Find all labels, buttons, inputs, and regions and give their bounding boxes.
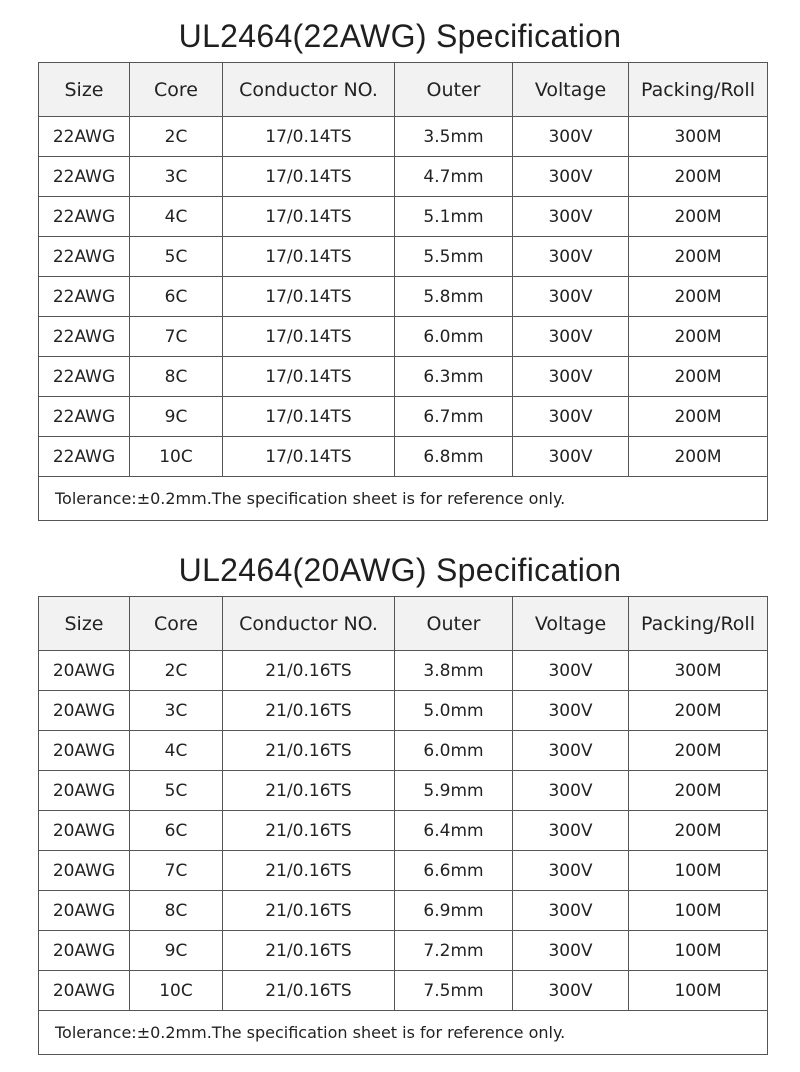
cell-core: 9C — [130, 931, 223, 971]
header-conductor-no: Conductor NO. — [223, 63, 395, 117]
header-core: Core — [130, 597, 223, 651]
cell-voltage: 300V — [513, 811, 629, 851]
cell-conductor-no: 21/0.16TS — [223, 851, 395, 891]
cell-core: 10C — [130, 971, 223, 1011]
cell-voltage: 300V — [513, 771, 629, 811]
table-row — [39, 397, 768, 437]
cell-voltage: 300V — [513, 357, 629, 397]
cell-outer: 5.9mm — [395, 771, 513, 811]
cell-packing-roll: 300M — [629, 651, 768, 691]
cell-size: 20AWG — [39, 771, 130, 811]
cell-size: 22AWG — [39, 197, 130, 237]
cell-voltage: 300V — [513, 277, 629, 317]
cell-voltage: 300V — [513, 117, 629, 157]
section-title: UL2464(20AWG) Specification — [178, 552, 622, 588]
cell-voltage: 300V — [513, 651, 629, 691]
table-row — [39, 931, 768, 971]
header-outer: Outer — [395, 63, 513, 117]
cell-conductor-no: 21/0.16TS — [223, 971, 395, 1011]
cell-conductor-no: 21/0.16TS — [223, 811, 395, 851]
cell-core: 2C — [130, 117, 223, 157]
cell-voltage: 300V — [513, 931, 629, 971]
cell-size: 20AWG — [39, 691, 130, 731]
cell-outer: 5.1mm — [395, 197, 513, 237]
cell-core: 10C — [130, 437, 223, 477]
cell-outer: 5.5mm — [395, 237, 513, 277]
header-voltage: Voltage — [513, 63, 629, 117]
cell-size: 20AWG — [39, 731, 130, 771]
cell-conductor-no: 17/0.14TS — [223, 197, 395, 237]
cell-size: 22AWG — [39, 237, 130, 277]
header-voltage: Voltage — [513, 597, 629, 651]
cell-outer: 5.8mm — [395, 277, 513, 317]
cell-outer: 4.7mm — [395, 157, 513, 197]
note-row — [39, 477, 768, 521]
cell-core: 5C — [130, 771, 223, 811]
cell-core: 8C — [130, 357, 223, 397]
spec-table — [38, 596, 768, 1055]
table-row — [39, 691, 768, 731]
cell-conductor-no: 17/0.14TS — [223, 157, 395, 197]
table-row — [39, 811, 768, 851]
cell-conductor-no: 17/0.14TS — [223, 317, 395, 357]
cell-size: 22AWG — [39, 317, 130, 357]
cell-packing-roll: 200M — [629, 237, 768, 277]
table-row — [39, 277, 768, 317]
cell-outer: 5.0mm — [395, 691, 513, 731]
cell-conductor-no: 21/0.16TS — [223, 651, 395, 691]
cell-conductor-no: 17/0.14TS — [223, 357, 395, 397]
cell-voltage: 300V — [513, 197, 629, 237]
table-row — [39, 891, 768, 931]
cell-core: 3C — [130, 157, 223, 197]
tolerance-note: Tolerance:±0.2mm.The specification sheet is for reference only. — [39, 1011, 768, 1055]
cell-packing-roll: 200M — [629, 277, 768, 317]
cell-size: 20AWG — [39, 931, 130, 971]
cell-packing-roll: 200M — [629, 691, 768, 731]
cell-outer: 6.3mm — [395, 357, 513, 397]
cell-voltage: 300V — [513, 731, 629, 771]
cell-voltage: 300V — [513, 891, 629, 931]
cell-outer: 6.7mm — [395, 397, 513, 437]
cell-conductor-no: 17/0.14TS — [223, 237, 395, 277]
table-row — [39, 357, 768, 397]
cell-core: 3C — [130, 691, 223, 731]
table-row — [39, 651, 768, 691]
cell-size: 22AWG — [39, 157, 130, 197]
cell-packing-roll: 200M — [629, 771, 768, 811]
cell-packing-roll: 100M — [629, 851, 768, 891]
cell-conductor-no: 21/0.16TS — [223, 891, 395, 931]
cell-packing-roll: 200M — [629, 437, 768, 477]
cell-size: 22AWG — [39, 277, 130, 317]
table-row — [39, 437, 768, 477]
cell-outer: 6.0mm — [395, 731, 513, 771]
tolerance-note: Tolerance:±0.2mm.The specification sheet is for reference only. — [39, 477, 768, 521]
cell-outer: 6.0mm — [395, 317, 513, 357]
cell-size: 22AWG — [39, 117, 130, 157]
cell-size: 20AWG — [39, 891, 130, 931]
cell-voltage: 300V — [513, 317, 629, 357]
cell-packing-roll: 200M — [629, 197, 768, 237]
cell-size: 22AWG — [39, 397, 130, 437]
cell-voltage: 300V — [513, 397, 629, 437]
table-row — [39, 771, 768, 811]
cell-core: 4C — [130, 731, 223, 771]
cell-packing-roll: 200M — [629, 317, 768, 357]
cell-outer: 7.2mm — [395, 931, 513, 971]
cell-outer: 3.5mm — [395, 117, 513, 157]
cell-voltage: 300V — [513, 157, 629, 197]
cell-packing-roll: 300M — [629, 117, 768, 157]
cell-conductor-no: 17/0.14TS — [223, 117, 395, 157]
cell-voltage: 300V — [513, 851, 629, 891]
cell-outer: 6.8mm — [395, 437, 513, 477]
cell-packing-roll: 100M — [629, 891, 768, 931]
cell-size: 20AWG — [39, 971, 130, 1011]
cell-size: 20AWG — [39, 851, 130, 891]
table-row — [39, 157, 768, 197]
cell-voltage: 300V — [513, 691, 629, 731]
table-row — [39, 197, 768, 237]
spec-table — [38, 62, 768, 521]
table-header-row — [39, 63, 768, 117]
cell-conductor-no: 21/0.16TS — [223, 771, 395, 811]
cell-conductor-no: 21/0.16TS — [223, 931, 395, 971]
cell-core: 7C — [130, 851, 223, 891]
header-core: Core — [130, 63, 223, 117]
note-row — [39, 1011, 768, 1055]
cell-outer: 6.9mm — [395, 891, 513, 931]
cell-core: 8C — [130, 891, 223, 931]
header-packing-roll: Packing/Roll — [629, 597, 768, 651]
cell-core: 4C — [130, 197, 223, 237]
cell-outer: 6.6mm — [395, 851, 513, 891]
cell-voltage: 300V — [513, 237, 629, 277]
cell-packing-roll: 200M — [629, 397, 768, 437]
cell-outer: 7.5mm — [395, 971, 513, 1011]
cell-conductor-no: 17/0.14TS — [223, 397, 395, 437]
cell-outer: 6.4mm — [395, 811, 513, 851]
cell-core: 9C — [130, 397, 223, 437]
cell-size: 20AWG — [39, 651, 130, 691]
cell-voltage: 300V — [513, 437, 629, 477]
cell-core: 6C — [130, 811, 223, 851]
cell-packing-roll: 100M — [629, 971, 768, 1011]
cell-conductor-no: 21/0.16TS — [223, 731, 395, 771]
header-packing-roll: Packing/Roll — [629, 63, 768, 117]
header-outer: Outer — [395, 597, 513, 651]
table-row — [39, 117, 768, 157]
table-header-row — [39, 597, 768, 651]
cell-core: 6C — [130, 277, 223, 317]
table-row — [39, 971, 768, 1011]
cell-core: 2C — [130, 651, 223, 691]
cell-packing-roll: 100M — [629, 931, 768, 971]
table-row — [39, 731, 768, 771]
cell-size: 20AWG — [39, 811, 130, 851]
header-conductor-no: Conductor NO. — [223, 597, 395, 651]
cell-conductor-no: 17/0.14TS — [223, 277, 395, 317]
header-size: Size — [39, 597, 130, 651]
cell-packing-roll: 200M — [629, 811, 768, 851]
cell-conductor-no: 17/0.14TS — [223, 437, 395, 477]
section-title: UL2464(22AWG) Specification — [178, 18, 622, 54]
cell-outer: 3.8mm — [395, 651, 513, 691]
cell-size: 22AWG — [39, 437, 130, 477]
cell-packing-roll: 200M — [629, 731, 768, 771]
cell-core: 7C — [130, 317, 223, 357]
cell-conductor-no: 21/0.16TS — [223, 691, 395, 731]
cell-packing-roll: 200M — [629, 357, 768, 397]
cell-packing-roll: 200M — [629, 157, 768, 197]
header-size: Size — [39, 63, 130, 117]
cell-voltage: 300V — [513, 971, 629, 1011]
table-row — [39, 237, 768, 277]
cell-core: 5C — [130, 237, 223, 277]
cell-size: 22AWG — [39, 357, 130, 397]
table-row — [39, 851, 768, 891]
table-row — [39, 317, 768, 357]
